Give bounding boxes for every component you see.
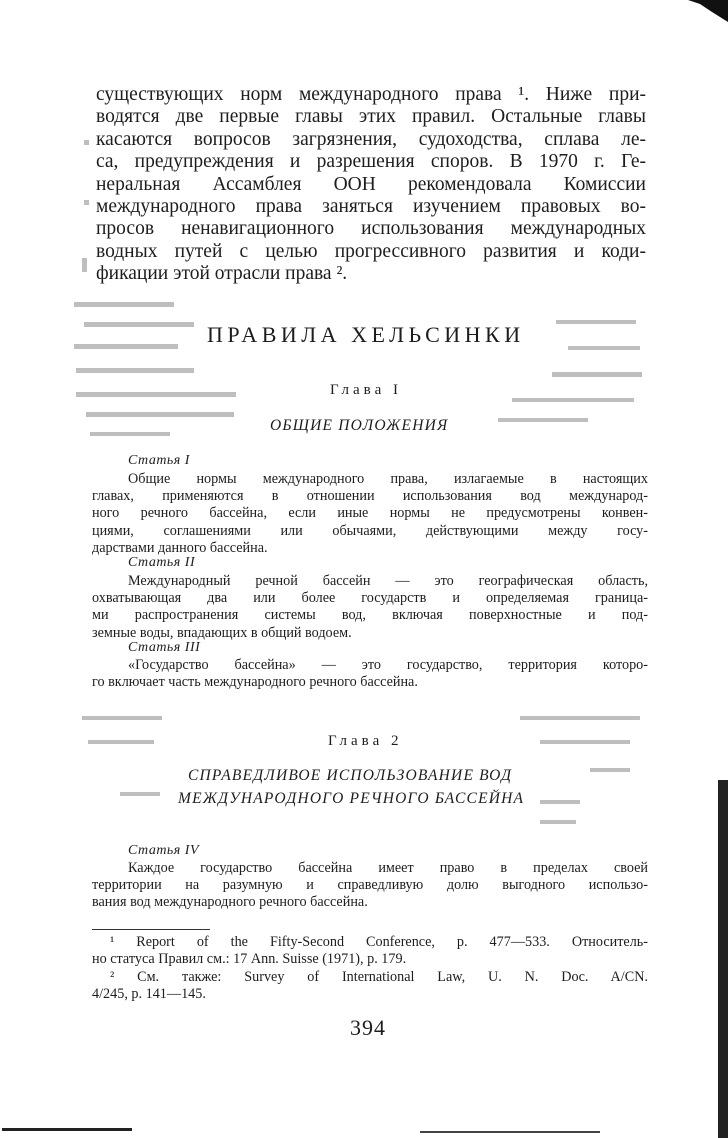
corner-mark bbox=[688, 0, 728, 22]
intro-line: са, предупреждения и разрешения споров. В 1970 г. Ге- bbox=[96, 151, 646, 173]
article-line: Общие нормы международного права, излагаемые в настоящих bbox=[128, 471, 648, 487]
chapter-1-title: ОБЩИЕ ПОЛОЖЕНИЯ bbox=[270, 417, 449, 434]
footnote-1-line: но статуса Правил см.: 17 Ann. Suisse (1971), p. 179. bbox=[92, 951, 407, 968]
article-line: дарствами данного бассейна. bbox=[92, 539, 268, 556]
article-line: ми распространения системы вод, включая поверхностные и под- bbox=[92, 607, 648, 624]
intro-line: водятся две первые главы этих правил. Остальные главы bbox=[96, 106, 646, 128]
article-line: го включает часть международного речного бассейна. bbox=[92, 674, 418, 691]
article-line: территории на разумную и справедливую долю выгодного использо- bbox=[92, 877, 648, 894]
intro-line: касаются вопросов загрязнения, судоходства, сплава ле- bbox=[96, 128, 646, 150]
chapter-1-label: Глава I bbox=[330, 382, 402, 398]
article-2-text bbox=[92, 573, 648, 642]
intro-line: международного права заняться изучением правовых во- bbox=[96, 196, 646, 218]
article-3-text bbox=[92, 657, 648, 691]
article-4-label: Статья IV bbox=[128, 843, 200, 858]
footnote-2-line: ² См. также: Survey of International Law, U. N. Doc. A/CN. bbox=[110, 968, 648, 985]
footnotes bbox=[92, 934, 648, 1004]
intro-paragraph bbox=[96, 84, 646, 286]
intro-line: просов ненавигационного использования международных bbox=[96, 218, 646, 240]
page-edge-shadow bbox=[718, 780, 728, 1138]
article-line: «Государство бассейна» — это государство, территория которо- bbox=[128, 657, 648, 673]
article-line: охватывающая два или более государств и определяемая граница- bbox=[92, 590, 648, 607]
article-line: ного речного бассейна, если иные нормы не предусмотрены конвен- bbox=[92, 505, 648, 522]
intro-line: неральная Ассамблея ООН рекомендовала Комиссии bbox=[96, 173, 646, 195]
bottom-edge-mark bbox=[2, 1128, 132, 1131]
article-3-label: Статья III bbox=[128, 640, 201, 655]
intro-line: существующих норм международного права ¹. Ниже при- bbox=[96, 84, 646, 105]
article-1-text bbox=[92, 471, 648, 557]
footnote-2-line: 4/245, p. 141—145. bbox=[92, 986, 206, 1003]
footnote-divider bbox=[92, 929, 210, 930]
footnote-1-line: ¹ Report of the Fifty-Second Conference, p. 477—533. Относитель- bbox=[110, 934, 648, 950]
article-line: Каждое государство бассейна имеет право в пределах своей bbox=[128, 860, 648, 876]
chapter-2-label: Глава 2 bbox=[328, 733, 403, 749]
page-number: 394 bbox=[350, 1015, 386, 1040]
article-line: циями, соглашениями или обычаями, действующими между госу- bbox=[92, 522, 648, 539]
article-1-label: Статья I bbox=[128, 453, 190, 468]
intro-line: водных путей с целью прогрессивного развития и коди- bbox=[96, 240, 646, 262]
bottom-edge-mark-2 bbox=[420, 1131, 600, 1133]
document-title: ПРАВИЛА ХЕЛЬСИНКИ bbox=[207, 322, 525, 347]
chapter-2-title-line-1: СПРАВЕДЛИВОЕ ИСПОЛЬЗОВАНИЕ ВОД bbox=[188, 767, 513, 784]
article-4-text bbox=[92, 860, 648, 912]
article-line: земные воды, впадающих в общий водоем. bbox=[92, 624, 352, 641]
intro-line: фикации этой отрасли права ². bbox=[96, 263, 348, 285]
article-line: Международный речной бассейн — это географическая область, bbox=[128, 573, 648, 589]
article-2-label: Статья II bbox=[128, 555, 196, 570]
article-line: главах, применяются в отношении использования вод международ- bbox=[92, 488, 648, 505]
chapter-2-title-line-2: МЕЖДУНАРОДНОГО РЕЧНОГО БАССЕЙНА bbox=[178, 790, 525, 807]
article-line: вания вод международного речного бассейна. bbox=[92, 894, 368, 911]
